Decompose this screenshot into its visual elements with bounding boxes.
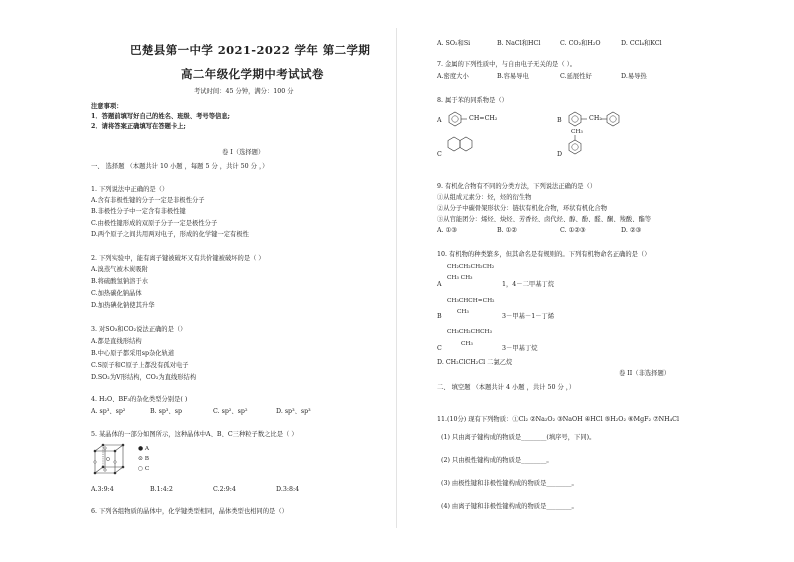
q1-option-b: B.非极性分子中一定含有非极性键 bbox=[91, 208, 186, 215]
q8-label-b: B bbox=[557, 117, 562, 124]
q10-c-name: 3－甲基丁烷 bbox=[502, 345, 538, 352]
q11-part-1: (1) 只由离子键构成的物质是________(填序号，下同)。 bbox=[441, 434, 596, 441]
q8-structure-d bbox=[563, 134, 593, 160]
q3-stem: 3. 对SO₃和CO₂说法正确的是（） bbox=[91, 326, 187, 333]
q1-option-a: A.含有非极性键的分子一定是非极性分子 bbox=[91, 197, 205, 204]
q2-option-c: C.加热碳化钠晶体 bbox=[91, 290, 142, 297]
q8-structure-b bbox=[565, 109, 645, 129]
q11-stem: 11.(10分) 现有下列物质：①Cl₂ ②Na₂O₂ ③NaOH ④HCl ⑤H₂O₂ ⑥MgF₂ ⑦NH₄Cl bbox=[437, 416, 679, 423]
section2-instruction: 二、 填空题 （本题共计 4 小题 ，共计 50 分 ，） bbox=[437, 384, 576, 391]
q3-option-a: A.都是直线形结构 bbox=[91, 338, 142, 345]
q8-structure-c-naphthalene bbox=[444, 133, 484, 159]
q7-option-d: D.易导热 bbox=[621, 73, 647, 80]
q8-label-d: D bbox=[557, 151, 563, 158]
notice-item: 1．答题前填写好自己的姓名、班级、考号等信息; bbox=[91, 113, 230, 120]
section1-title: 卷 I（选择题） bbox=[222, 149, 265, 156]
q4-option-d: D. sp³、sp³ bbox=[276, 408, 311, 415]
q6-option-b: B. NaCl和HCl bbox=[497, 40, 541, 47]
q11-part-3: (3) 由极性键和非极性键构成的物质是________。 bbox=[441, 480, 578, 487]
q10-letter-b: B bbox=[437, 313, 442, 320]
q2-stem: 2. 下列实验中，能有离子键被破坏又有共价键被破坏的是（ ） bbox=[91, 255, 265, 262]
q10-stem: 10. 有机物的种类繁多，但其命名是有规则的。下列有机物命名正确的是（） bbox=[437, 251, 651, 258]
q5-option-d: D.3:8:4 bbox=[276, 486, 300, 493]
q1-option-d: D.两个原子之间共用两对电子，形成的化学键一定有极性 bbox=[91, 231, 249, 238]
exam-title-line2: 高二年级化学期中考试试卷 bbox=[181, 67, 324, 81]
q5-legend-a: ● A bbox=[138, 446, 150, 452]
q1-option-c: C.由极性键形成的双原子分子一定是极性分子 bbox=[91, 220, 218, 227]
q9-option-d: D. ②③ bbox=[621, 227, 642, 234]
q3-option-c: C.S原子和C原子上都没有孤对电子 bbox=[91, 362, 189, 369]
q2-option-b: B.将硫酸氢钠溶于水 bbox=[91, 278, 149, 285]
q9-option-c: C. ①②③ bbox=[560, 227, 586, 234]
q3-option-b: B.中心原子都采用sp杂化轨道 bbox=[91, 350, 175, 357]
q10-a-name: 1，4－二甲基丁烷 bbox=[502, 281, 555, 288]
q10-letter-a: A bbox=[437, 281, 442, 288]
q8-label-c: C bbox=[437, 151, 442, 158]
q10-option-d: D. CH₂ClCH₂Cl 二氯乙烷 bbox=[437, 359, 513, 366]
q5-legend-c: ○ C bbox=[138, 466, 150, 472]
q8-formula-b: CH₂ bbox=[589, 115, 602, 122]
q5-option-a: A.3:9:4 bbox=[91, 486, 114, 493]
q4-option-c: C. sp²、sp² bbox=[213, 408, 248, 415]
q10-b-name: 3－甲基－1－丁烯 bbox=[502, 313, 555, 320]
q11-part-2: (2) 只由极性键构成的物质是________。 bbox=[441, 457, 553, 464]
q7-option-a: A.密度大小 bbox=[437, 73, 469, 80]
q7-stem: 7. 金属的下列性质中，与自由电子无关的是（ ）。 bbox=[437, 61, 577, 68]
notice-item: 2．请将答案正确填写在答题卡上; bbox=[91, 123, 186, 130]
q7-option-b: B.容易导电 bbox=[497, 73, 529, 80]
notice-heading: 注意事项： bbox=[91, 103, 123, 110]
q6-option-a: A. SO₂和Si bbox=[437, 40, 471, 47]
q2-option-d: D.加热碘化钠使其升华 bbox=[91, 302, 155, 309]
q10-c-structure: CH₃CH₂CHCH₃ bbox=[447, 329, 492, 335]
section1-instruction: 一、 选择题 （本题共计 10 小题 ，每题 5 分 ，共计 50 分 ，） bbox=[91, 163, 269, 170]
q4-option-a: A. sp³、sp² bbox=[91, 408, 126, 415]
q8-label-a: A bbox=[437, 117, 442, 124]
q6-stem: 6. 下列各组物质的晶体中，化学键类型相同，晶体类型也相同的是（） bbox=[91, 508, 288, 515]
q9-line-3: ③从官能团分：烯烃、炔烃、芳香烃、卤代烃、醇、酚、醛、酮、羧酸、酯等 bbox=[437, 216, 652, 223]
q7-option-c: C.延展性好 bbox=[560, 73, 592, 80]
q2-option-a: A.溴蒸气被木炭吸附 bbox=[91, 266, 148, 273]
q10-a-branch: CH₃ CH₃ bbox=[447, 275, 473, 281]
q10-b-branch: CH₃ bbox=[457, 309, 469, 315]
q5-option-b: B.1:4:2 bbox=[150, 486, 173, 493]
q9-line-2: ②从分子中碳骨架形状分：链状有机化合物，环状有机化合物 bbox=[437, 205, 608, 212]
exam-info: 考试时间：45 分钟，满分：100 分 bbox=[194, 88, 294, 95]
q9-stem: 9. 有机化合物有不同的分类方法，下列说法正确的是（） bbox=[437, 183, 597, 190]
q4-option-b: B. sp³、sp bbox=[150, 408, 182, 415]
q11-part-4: (4) 由离子键和非极性键构成的物质是________。 bbox=[441, 503, 578, 510]
q10-b-structure: CH₃CHCH=CH₂ bbox=[447, 298, 495, 304]
q9-option-b: B. ①② bbox=[497, 227, 517, 234]
q4-stem: 4. H₂O、BF₃的杂化类型分别是( ) bbox=[91, 396, 188, 403]
q8-stem: 8. 属于苯的同系物是（） bbox=[437, 97, 508, 104]
right-page bbox=[397, 0, 794, 562]
q6-option-c: C. CO₂和H₂O bbox=[560, 40, 601, 47]
q5-stem: 5. 某晶体的一部分如图所示，这种晶体中A、B、C三种粒子数之比是（ ） bbox=[91, 431, 298, 438]
q6-option-d: D. CCl₄和KCl bbox=[621, 40, 662, 47]
q10-letter-c: C bbox=[437, 345, 442, 352]
section2-title: 卷 II（非选择题） bbox=[619, 370, 671, 377]
q8-formula-d: CH₃ bbox=[571, 129, 583, 135]
q9-line-1: ①从组成元素分：烃，烃的衍生物 bbox=[437, 194, 532, 201]
q9-option-a: A. ①③ bbox=[437, 227, 457, 234]
q10-c-branch: CH₃ bbox=[461, 341, 473, 347]
exam-title-line1: 巴楚县第一中学 2021-2022 学年 第二学期 bbox=[130, 43, 371, 57]
q10-a-structure: CH₂CH₂CH₂CH₂ bbox=[447, 264, 495, 270]
q1-stem: 1. 下列说法中正确的是（） bbox=[91, 186, 169, 193]
q5-option-c: C.2:9:4 bbox=[213, 486, 236, 493]
q8-formula-a: CH=CH₂ bbox=[469, 115, 498, 122]
q3-option-d: D.SO₂为V形结构，CO₂为直线形结构 bbox=[91, 374, 197, 381]
q5-legend-b: ⊙ B bbox=[138, 456, 149, 462]
q5-crystal-cell-figure bbox=[91, 441, 137, 477]
